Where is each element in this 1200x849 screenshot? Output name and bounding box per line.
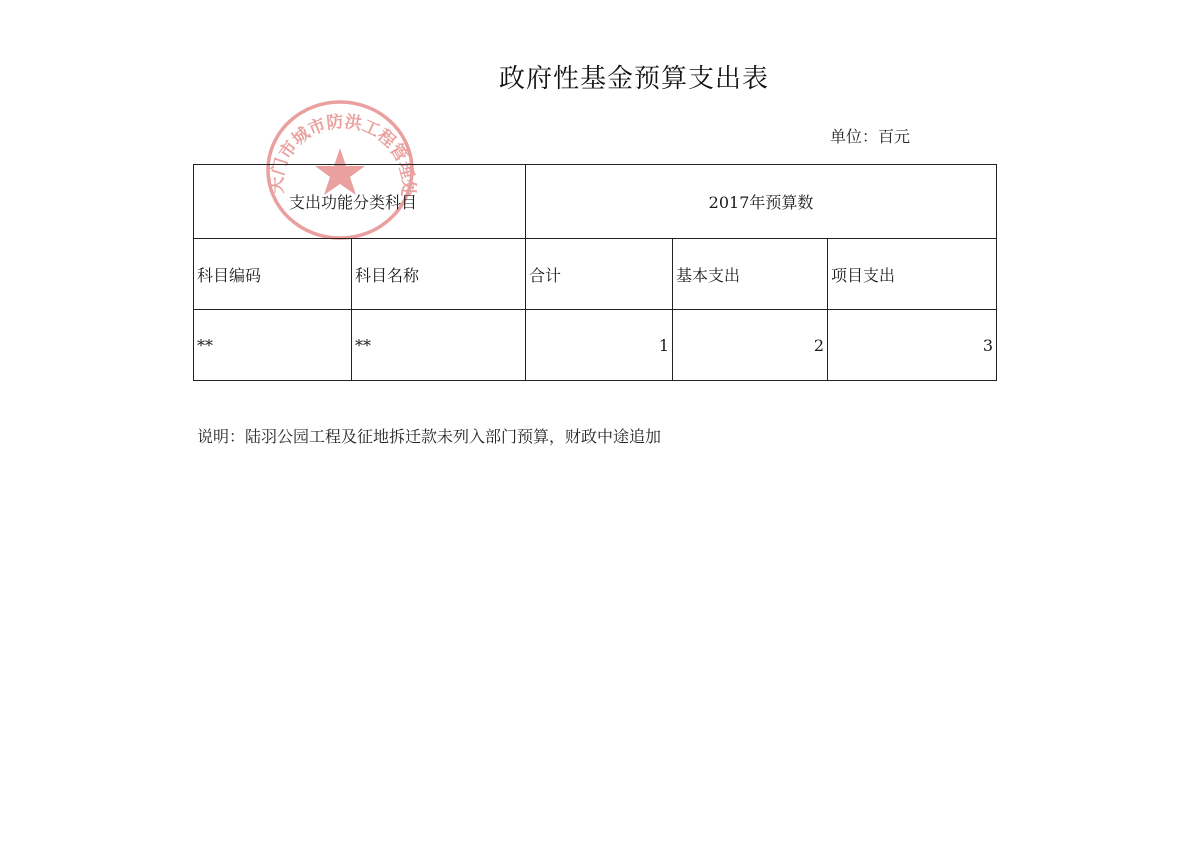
header-budget-2017: 2017年预算数 (526, 165, 997, 239)
cell-code: ** (194, 310, 352, 381)
cell-basic: 2 (673, 310, 828, 381)
budget-expenditure-table (193, 164, 997, 381)
table-row (194, 310, 997, 381)
column-header-project: 项目支出 (828, 239, 997, 310)
unit-label: 单位：百元 (830, 127, 911, 146)
explanatory-note: 说明：陆羽公园工程及征地拆迁款未列入部门预算，财政中途追加 (197, 427, 662, 446)
column-header-total: 合计 (526, 239, 673, 310)
svg-text:天门市城市防洪工程管理处: 天门市城市防洪工程管理处 (267, 111, 418, 198)
header-expenditure-classification: 支出功能分类科目 (194, 165, 526, 239)
column-header-basic: 基本支出 (673, 239, 828, 310)
cell-name: ** (352, 310, 526, 381)
column-header-name: 科目名称 (352, 239, 526, 310)
cell-project: 3 (828, 310, 997, 381)
column-header-code: 科目编码 (194, 239, 352, 310)
page-title: 政府性基金预算支出表 (498, 64, 769, 94)
cell-total: 1 (526, 310, 673, 381)
